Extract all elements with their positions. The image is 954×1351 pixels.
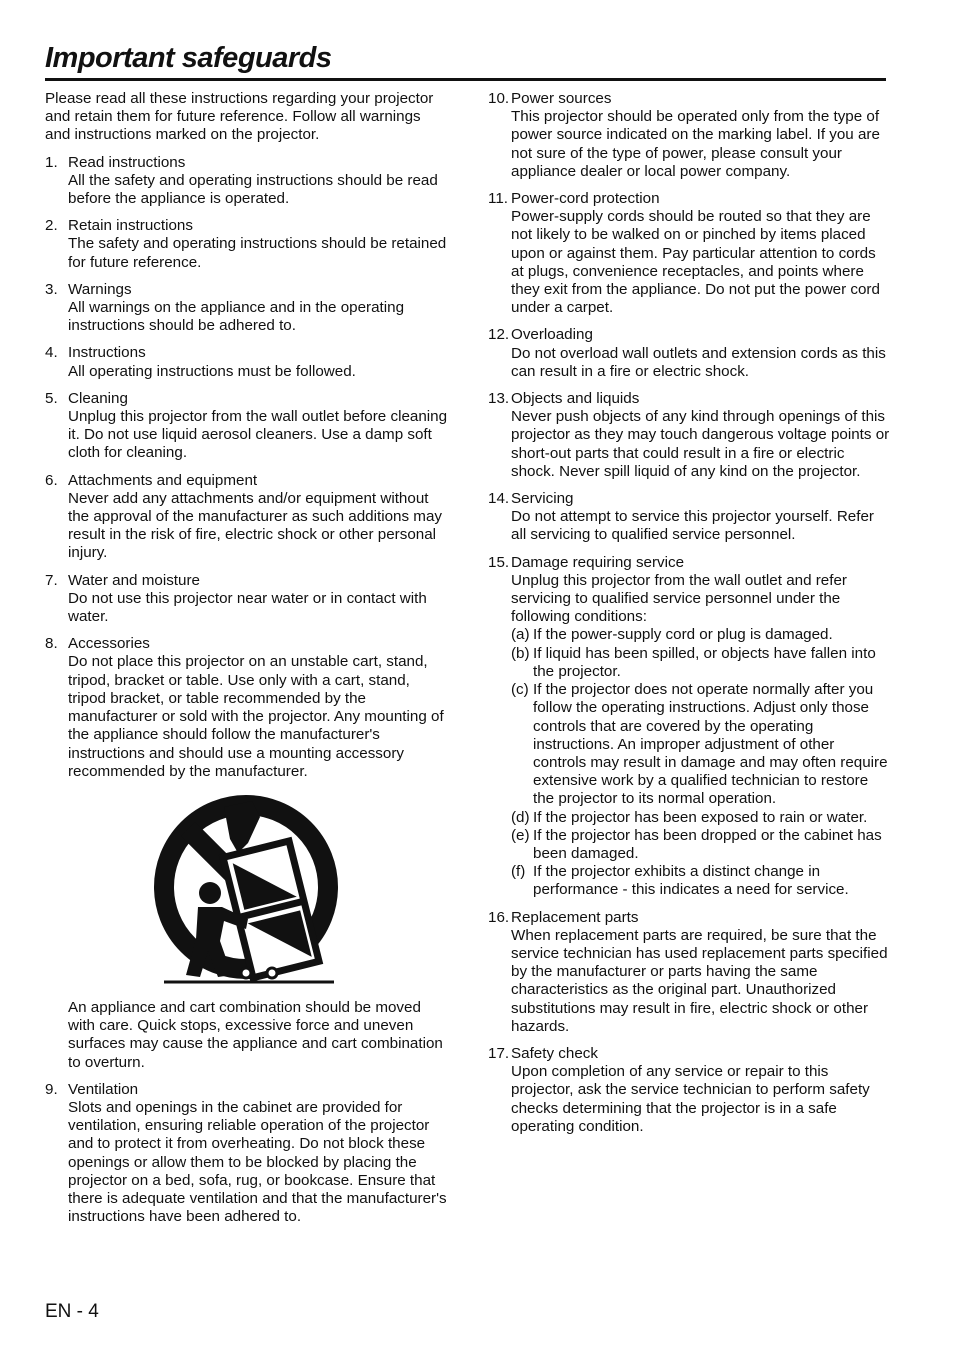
item-heading: Power-cord protection <box>511 190 660 208</box>
item-number: 16. <box>488 908 510 926</box>
item-body: When replacement parts are required, be sure that the service technician has used replacement parts specified by the manufacturer or parts having the same characteristics as the original part. Unauthorized substitutions may result in fire, electric shock or other hazards. <box>511 926 888 1035</box>
item-heading: Instructions <box>68 344 146 362</box>
condition-letter: (b) <box>511 644 530 662</box>
safeguard-item-2 <box>45 217 450 272</box>
item-body: All operating instructions must be followed. <box>68 362 356 380</box>
item-body: Upon completion of any service or repair to this projector, ask the service technician to perform safety checks determining that the projector is in a safe operating condition. <box>511 1063 870 1135</box>
safeguard-item-3 <box>45 281 450 336</box>
item-body: Never push objects of any kind through openings of this projector as they may touch dangerous voltage points or short-out parts that could result in a fire or electric shock. Never spill liquid of any kind on the projector. <box>511 408 890 480</box>
safeguard-item-10 <box>488 90 890 181</box>
condition-letter: (c) <box>511 681 529 699</box>
safeguard-item-9 <box>45 1081 450 1227</box>
item-body: Slots and openings in the cabinet are provided for ventilation, ensuring reliable operation of the projector and to protect it from overheating. Do not block these openings or allow them to be blocked by placing the projector on a bed, sofa, rug, or bookcase. Ensure that there is adequate ventilation and that the manufacturer's instructions have been adhered to. <box>68 1098 447 1226</box>
safeguard-item-4 <box>45 344 450 380</box>
left-column <box>45 90 450 1235</box>
item-number: 14. <box>488 490 510 508</box>
item-heading: Servicing <box>511 490 574 508</box>
item-number: 8. <box>45 635 58 653</box>
item-number: 12. <box>488 326 510 344</box>
item-number: 3. <box>45 280 58 298</box>
condition-letter: (e) <box>511 826 530 844</box>
item-number: 13. <box>488 390 510 408</box>
item-body: All warnings on the appliance and in the operating instructions should be adhered to. <box>68 299 405 335</box>
condition-letter: (f) <box>511 863 526 881</box>
item-number: 1. <box>45 153 58 171</box>
item-body: Never add any attachments and/or equipment without the approval of the manufacturer as such additions may result in the risk of fire, electric shock or other personal injury. <box>68 489 442 562</box>
intro-paragraph: Please read all these instructions regarding your projector and retain them for future reference. Follow all warnings and instructions marked on the projector. <box>45 90 434 144</box>
condition-text: If the projector exhibits a distinct change in performance - this indicates a need for service. <box>533 863 849 899</box>
item-number: 9. <box>45 1080 58 1098</box>
cart-tipover-icon <box>152 795 348 991</box>
item-number: 2. <box>45 217 58 235</box>
item-body: The safety and operating instructions should be retained for future reference. <box>68 235 447 271</box>
item-body: Do not attempt to service this projector yourself. Refer all servicing to qualified service personnel. <box>511 508 874 544</box>
item-body: Do not overload wall outlets and extension cords as this can result in a fire or electric shock. <box>511 344 886 380</box>
condition-d <box>511 809 890 827</box>
item-heading: Attachments and equipment <box>68 471 258 489</box>
item-number: 11. <box>488 190 508 208</box>
condition-letter: (d) <box>511 808 530 826</box>
condition-a <box>511 626 890 644</box>
item-number: 17. <box>488 1044 510 1062</box>
condition-text: If the power-supply cord or plug is damaged. <box>533 626 833 644</box>
condition-letter: (a) <box>511 626 530 644</box>
title-rule <box>45 78 886 81</box>
item-heading: Power sources <box>511 90 612 107</box>
condition-b <box>511 645 890 681</box>
item-heading: Cleaning <box>68 389 128 407</box>
safeguard-item-8 <box>45 635 450 1071</box>
safeguard-item-14 <box>488 490 890 545</box>
cart-warning-illustration <box>152 795 348 991</box>
safeguard-item-17 <box>488 1045 890 1136</box>
item-heading: Damage requiring service <box>511 553 685 571</box>
safeguard-item-6 <box>45 472 450 563</box>
safeguard-item-16 <box>488 909 890 1036</box>
item-body: This projector should be operated only from the type of power source indicated on the marking label. If you are not sure of the type of power, please consult your appliance dealer or local power company. <box>511 108 880 180</box>
item-body: All the safety and operating instructions should be read before the appliance is operated. <box>68 171 438 208</box>
safeguard-item-12 <box>488 326 890 381</box>
item-body: Do not use this projector near water or in contact with water. <box>68 589 427 626</box>
item-heading: Water and moisture <box>68 571 200 589</box>
item-number: 6. <box>45 471 58 489</box>
item-heading: Safety check <box>511 1044 598 1062</box>
item-heading: Ventilation <box>68 1080 139 1098</box>
right-column <box>488 90 890 1145</box>
item-body: Unplug this projector from the wall outlet and refer servicing to qualified service personnel under the following conditions: <box>511 571 847 626</box>
item-heading: Replacement parts <box>511 908 639 926</box>
item-heading: Accessories <box>68 635 150 653</box>
item-heading: Retain instructions <box>68 217 193 235</box>
item-number: 5. <box>45 389 58 407</box>
condition-text: If the projector does not operate normally after you follow the operating instructions. Adjust only those controls that are covered by the operating instructions. An improper adjustment of other controls may result in damage and may often require extensive work by a qualified technician to restore the projector to its normal operation. <box>533 681 888 808</box>
condition-text: If liquid has been spilled, or objects have fallen into the projector. <box>533 644 876 680</box>
condition-text: If the projector has been dropped or the cabinet has been damaged. <box>533 826 882 862</box>
item-note: An appliance and cart combination should be moved with care. Quick stops, excessive force and uneven surfaces may cause the appliance and cart combination to overturn. <box>68 998 443 1071</box>
safeguard-item-5 <box>45 390 450 463</box>
item-number: 15. <box>488 553 510 571</box>
item-heading: Warnings <box>68 280 132 298</box>
condition-c <box>511 681 890 808</box>
item-heading: Overloading <box>511 326 593 344</box>
condition-text: If the projector has been exposed to rain or water. <box>533 808 868 826</box>
item-body: Do not place this projector on an unstable cart, stand, tripod, bracket or table. Use only with a cart, stand, tripod bracket, or table recommended by the manufacturer or sold with the projector. Any mounting of the appliance should follow the manufacturer's instructions and should use a mounting accessory recommended by the manufacturer. <box>68 653 444 780</box>
safeguard-item-13 <box>488 390 890 481</box>
safeguard-item-11 <box>488 190 890 317</box>
condition-f <box>511 863 890 899</box>
safeguard-item-1 <box>45 154 450 209</box>
safeguard-item-7 <box>45 572 450 627</box>
item-body: Power-supply cords should be routed so that they are not likely to be walked on or pinched by items placed upon or against them. Pay particular attention to cords at plugs, convenience receptacles, and points where they exit from the appliance. Do not put the power cord under a carpet. <box>511 208 880 317</box>
condition-e <box>511 827 890 863</box>
page-number: EN - 4 <box>45 1301 99 1322</box>
item-number: 10. <box>488 90 510 107</box>
item-number: 4. <box>45 344 58 362</box>
item-number: 7. <box>45 571 58 589</box>
item-heading: Objects and liquids <box>511 390 640 408</box>
item-heading: Read instructions <box>68 153 186 171</box>
safeguard-item-15 <box>488 554 890 900</box>
item-body: Unplug this projector from the wall outlet before cleaning it. Do not use liquid aerosol cleaners. Use a damp soft cloth for cleaning. <box>68 408 448 462</box>
page-title: Important safeguards <box>45 42 332 74</box>
